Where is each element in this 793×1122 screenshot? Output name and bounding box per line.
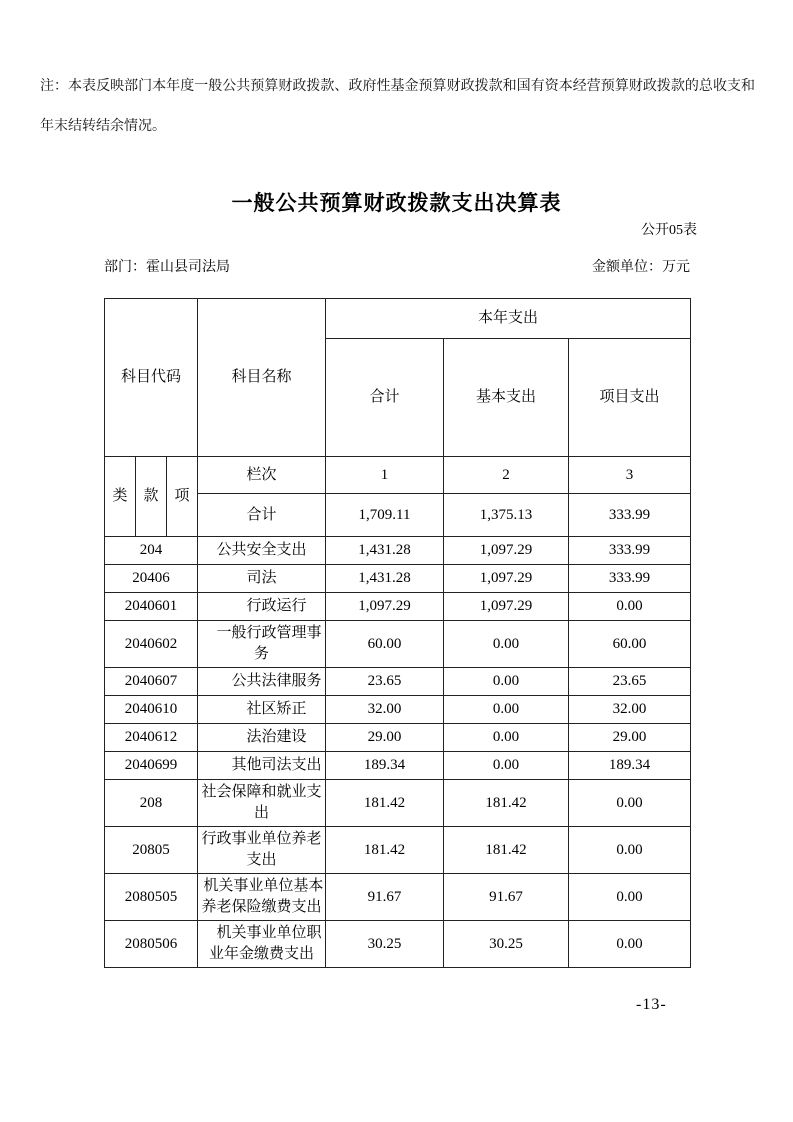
project-value-cell: 60.00 [569, 621, 691, 668]
subject-name-cell: 司法 [198, 565, 326, 593]
project-value-cell: 0.00 [569, 874, 691, 921]
subject-code-cell: 2040601 [105, 593, 198, 621]
page-number: -13- [636, 996, 667, 1013]
header-column-3: 3 [569, 457, 691, 494]
subject-name-cell: 行政运行 [198, 593, 326, 621]
total-value-cell: 1,431.28 [326, 537, 444, 565]
table-row [105, 874, 691, 921]
subject-name-cell: 法治建设 [198, 724, 326, 752]
subject-name-cell: 机关事业单位基本养老保险缴费支出 [198, 874, 326, 921]
header-column-1: 1 [326, 457, 444, 494]
department-label: 部门：霍山县司法局 [104, 260, 230, 275]
subject-name-cell: 公共安全支出 [198, 537, 326, 565]
total-value-cell: 189.34 [326, 752, 444, 780]
basic-value-cell: 0.00 [444, 724, 569, 752]
subject-code-cell: 2040612 [105, 724, 198, 752]
subject-name-cell: 公共法律服务 [198, 668, 326, 696]
header-row-column-index [105, 457, 691, 494]
totals-total-value: 1,709.11 [326, 494, 444, 537]
basic-value-cell: 1,097.29 [444, 565, 569, 593]
page-title: 一般公共预算财政拨款支出决算表 [231, 192, 562, 215]
header-row-group [105, 299, 691, 339]
basic-value-cell: 30.25 [444, 921, 569, 968]
header-basic-expenditure: 基本支出 [444, 339, 569, 457]
project-value-cell: 32.00 [569, 696, 691, 724]
project-value-cell: 333.99 [569, 565, 691, 593]
project-value-cell: 0.00 [569, 780, 691, 827]
subject-code-cell: 2040602 [105, 621, 198, 668]
table-body [105, 537, 691, 968]
table-row [105, 537, 691, 565]
unit-label: 金额单位：万元 [592, 260, 690, 275]
table-row [105, 668, 691, 696]
basic-value-cell: 0.00 [444, 668, 569, 696]
subject-name-cell: 机关事业单位职业年金缴费支出 [198, 921, 326, 968]
total-value-cell: 181.42 [326, 780, 444, 827]
subject-code-cell: 2080506 [105, 921, 198, 968]
table-row [105, 921, 691, 968]
basic-value-cell: 181.42 [444, 827, 569, 874]
project-value-cell: 29.00 [569, 724, 691, 752]
basic-value-cell: 0.00 [444, 696, 569, 724]
subject-name-cell: 行政事业单位养老支出 [198, 827, 326, 874]
total-value-cell: 23.65 [326, 668, 444, 696]
basic-value-cell: 1,097.29 [444, 593, 569, 621]
header-item: 项 [167, 457, 198, 537]
header-project-expenditure: 项目支出 [569, 339, 691, 457]
table-row [105, 752, 691, 780]
table-row [105, 827, 691, 874]
total-value-cell: 30.25 [326, 921, 444, 968]
total-value-cell: 32.00 [326, 696, 444, 724]
project-value-cell: 0.00 [569, 593, 691, 621]
subject-code-cell: 20805 [105, 827, 198, 874]
basic-value-cell: 0.00 [444, 752, 569, 780]
totals-basic-value: 1,375.13 [444, 494, 569, 537]
subject-code-cell: 2040610 [105, 696, 198, 724]
table-row [105, 696, 691, 724]
header-class: 类 [105, 457, 136, 537]
header-subject-code: 科目代码 [105, 299, 198, 457]
header-current-year-expenditure: 本年支出 [326, 299, 691, 339]
subject-name-cell: 社会保障和就业支出 [198, 780, 326, 827]
sheet-number-label: 公开05表 [641, 223, 697, 238]
subject-code-cell: 204 [105, 537, 198, 565]
total-value-cell: 91.67 [326, 874, 444, 921]
table-row [105, 621, 691, 668]
basic-value-cell: 181.42 [444, 780, 569, 827]
budget-table [104, 298, 691, 968]
total-value-cell: 181.42 [326, 827, 444, 874]
total-value-cell: 1,431.28 [326, 565, 444, 593]
subject-name-cell: 其他司法支出 [198, 752, 326, 780]
basic-value-cell: 1,097.29 [444, 537, 569, 565]
basic-value-cell: 0.00 [444, 621, 569, 668]
total-value-cell: 29.00 [326, 724, 444, 752]
project-value-cell: 23.65 [569, 668, 691, 696]
header-section: 款 [136, 457, 167, 537]
project-value-cell: 0.00 [569, 921, 691, 968]
table-row [105, 593, 691, 621]
subject-code-cell: 20406 [105, 565, 198, 593]
subject-name-cell: 社区矫正 [198, 696, 326, 724]
subject-code-cell: 2080505 [105, 874, 198, 921]
subject-code-cell: 208 [105, 780, 198, 827]
header-column-2: 2 [444, 457, 569, 494]
project-value-cell: 0.00 [569, 827, 691, 874]
header-column-index-label: 栏次 [198, 457, 326, 494]
subject-name-cell: 一般行政管理事务 [198, 621, 326, 668]
note-text: 注：本表反映部门本年度一般公共预算财政拨款、政府性基金预算财政拨款和国有资本经营预算财政拨款的总收支和年末结转结余情况。 [40, 79, 755, 134]
total-value-cell: 1,097.29 [326, 593, 444, 621]
project-value-cell: 333.99 [569, 537, 691, 565]
table-row [105, 724, 691, 752]
table-header [105, 299, 691, 537]
table-row [105, 780, 691, 827]
totals-row-label: 合计 [198, 494, 326, 537]
table-meta-row [0, 258, 793, 278]
subject-code-cell: 2040607 [105, 668, 198, 696]
subject-code-cell: 2040699 [105, 752, 198, 780]
basic-value-cell: 91.67 [444, 874, 569, 921]
header-subject-name: 科目名称 [198, 299, 326, 457]
header-total: 合计 [326, 339, 444, 457]
project-value-cell: 189.34 [569, 752, 691, 780]
totals-project-value: 333.99 [569, 494, 691, 537]
table-row [105, 565, 691, 593]
total-value-cell: 60.00 [326, 621, 444, 668]
